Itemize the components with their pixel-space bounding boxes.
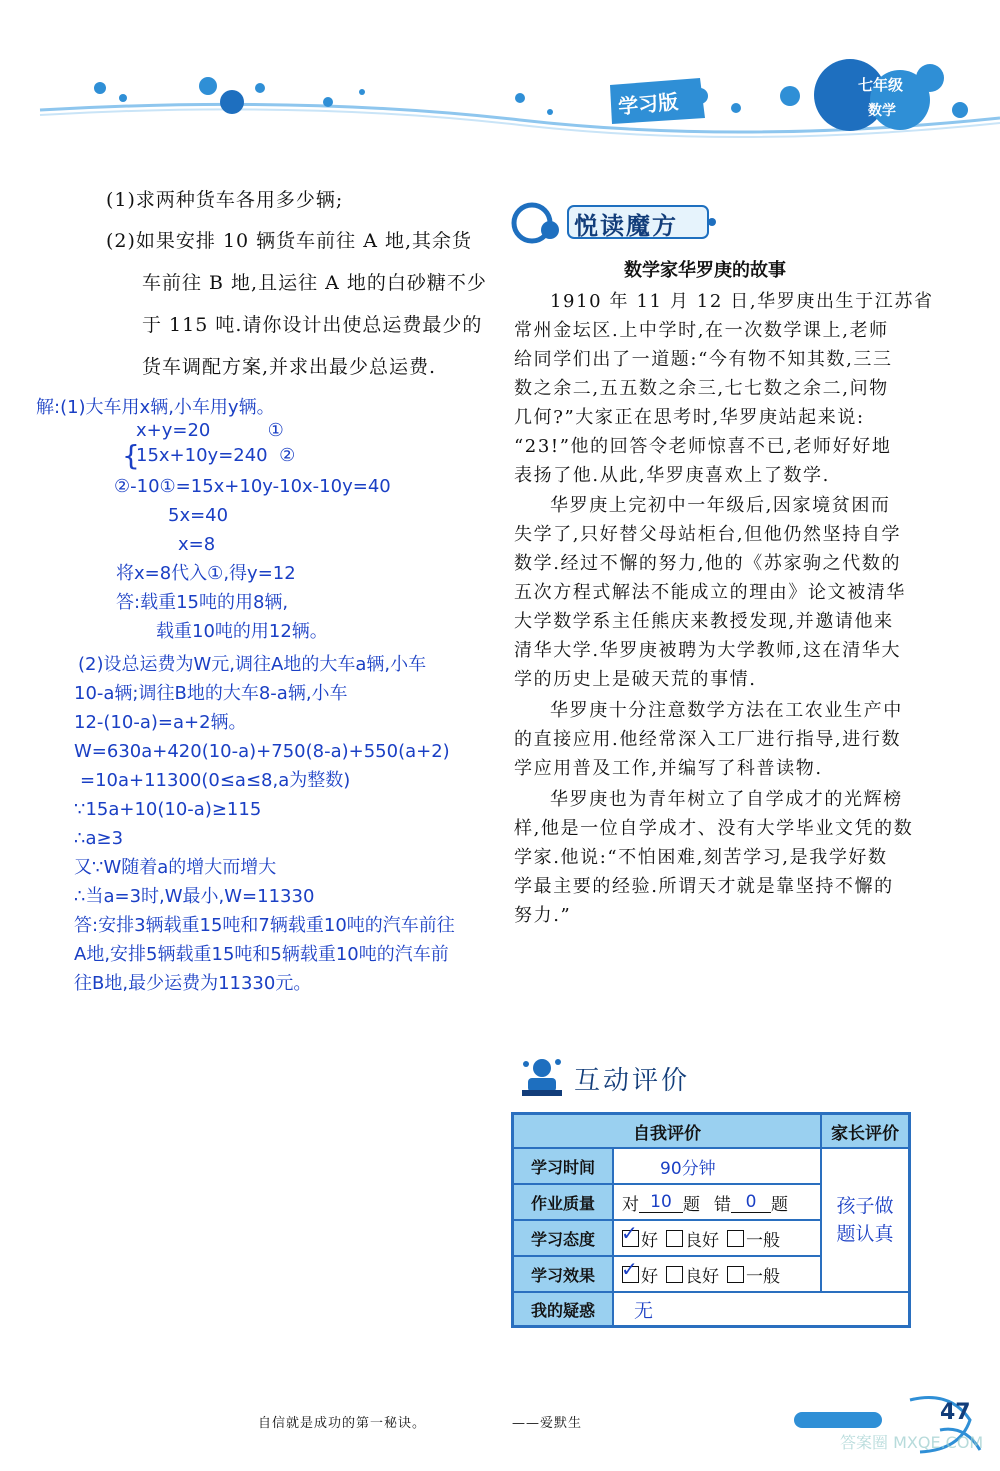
solution-line: (2)设总运费为W元,调往A地的大车a辆,小车 [78, 654, 427, 675]
article-line: 失学了,只好替父母站柜台,但他仍然坚持自学 [514, 524, 902, 545]
article-line: 华罗庚也为青年树立了自学成才的光辉榜 [550, 789, 903, 810]
solution-line: ∴a≥3 [74, 828, 124, 849]
article-line: 表扬了他.从此,华罗庚喜欢上了数学. [514, 465, 830, 486]
solution-line: 又∵W随着a的增大而增大 [74, 857, 277, 878]
problem-line: 货车调配方案,并求出最少总运费. [142, 356, 437, 378]
solution-line: 往B地,最少运费为11330元。 [74, 973, 312, 994]
wrong-prefix: 错 [714, 1194, 731, 1215]
solution-line: ∴当a=3时,W最小,W=11330 [74, 886, 315, 907]
doubt-value[interactable]: 无 [613, 1292, 909, 1326]
option-label: 好 [641, 1230, 658, 1251]
effect-checkbox-good[interactable] [622, 1266, 639, 1283]
footer-author: ——爱默生 [512, 1416, 583, 1431]
time-value[interactable]: 90分钟 [613, 1148, 821, 1184]
parent-eval-header: 家长评价 [821, 1114, 909, 1148]
article-line: “23!”他的回答令老师惊喜不已,老师好好地 [514, 436, 892, 457]
self-eval-header: 自我评价 [513, 1114, 821, 1148]
parent-comment[interactable] [821, 1148, 909, 1292]
subject-label: 数学 [868, 103, 896, 119]
article-line: 学应用普及工作,并编写了科普读物. [514, 758, 823, 779]
solution-line: x=8 [178, 534, 216, 555]
option-label: 一般 [746, 1230, 780, 1251]
solution-line: 12-(10-a)=a+2辆。 [74, 712, 247, 733]
solution-line: 答:载重15吨的用8辆, [116, 592, 289, 613]
solution-line: 将x=8代入①,得y=12 [116, 563, 296, 584]
solution-line: 解:(1)大车用x辆,小车用y辆。 [36, 397, 275, 418]
attitude-label: 学习态度 [513, 1220, 613, 1256]
effect-checkbox-average[interactable] [727, 1266, 744, 1283]
parent-comment-line: 题认真 [836, 1223, 894, 1245]
article-line: 学家.他说:“不怕困难,刻苦学习,是我学好数 [514, 847, 888, 868]
parent-comment-line: 孩子做 [836, 1195, 894, 1217]
article-line: 大学数学系主任熊庆来教授发现,并邀请他来 [514, 611, 894, 632]
solution-line: ∵15a+10(10-a)≥115 [74, 799, 262, 820]
solution-line: ②-10①=15x+10y-10x-10y=40 [114, 476, 391, 497]
article-line: 努力.” [514, 905, 572, 926]
article-line: 几何?”大家正在思考时,华罗庚站起来说: [514, 407, 865, 428]
article-line: 数之余二,五五数之余三,七七数之余二,问物 [514, 378, 889, 399]
solution-line: 10-a辆;调往B地的大车8-a辆,小车 [74, 683, 348, 704]
evaluation-title: 互动评价 [574, 1066, 691, 1096]
brace-symbol: { [122, 439, 140, 472]
grade-label: 七年级 [858, 76, 904, 94]
watermark: 答案圈 MXQE.COM [840, 1433, 984, 1452]
solution-line: A地,安排5辆载重15吨和5辆载重10吨的汽车前 [74, 944, 449, 965]
problem-line: (1)求两种货车各用多少辆; [106, 189, 344, 211]
effect-checkbox-fine[interactable] [666, 1266, 683, 1283]
solution-line: W=630a+420(10-a)+750(8-a)+550(a+2) [74, 741, 450, 762]
option-label: 一般 [746, 1266, 780, 1287]
header-decoration [0, 0, 1000, 150]
article-line: 学最主要的经验.所谓天才就是靠坚持不懈的 [514, 876, 894, 897]
article-line: 的直接应用.他经常深入工厂进行指导,进行数 [514, 729, 902, 750]
wrong-count[interactable]: 0 [731, 1192, 771, 1213]
article-line: 常州金坛区.上中学时,在一次数学课上,老师 [514, 320, 889, 341]
article-line: 华罗庚十分注意数学方法在工农业生产中 [550, 700, 903, 721]
student-figure-icon [518, 1056, 566, 1100]
article-line: 华罗庚上完初中一年级后,因家境贫困而 [550, 495, 891, 516]
attitude-checkbox-good[interactable] [622, 1230, 639, 1247]
right-prefix: 对 [622, 1194, 639, 1215]
article-line: 清华大学.华罗庚被聘为大学教师,这在清华大 [514, 640, 902, 661]
attitude-options [613, 1220, 821, 1256]
solution-line: 载重10吨的用12辆。 [156, 621, 328, 642]
evaluation-table [511, 1112, 911, 1328]
solution-line: 答:安排3辆载重15吨和7辆载重10吨的汽车前往 [74, 915, 455, 936]
quality-label: 作业质量 [513, 1184, 613, 1220]
solution-line: 15x+10y=240 ② [136, 445, 296, 466]
problem-line: (2)如果安排 10 辆货车前往 A 地,其余货 [106, 230, 473, 252]
article-line: 1910 年 11 月 12 日,华罗庚出生于江苏省 [550, 291, 934, 312]
option-label: 好 [641, 1266, 658, 1287]
doubt-label: 我的疑惑 [513, 1292, 613, 1326]
effect-label: 学习效果 [513, 1256, 613, 1292]
page-number: 47 [940, 1400, 971, 1425]
attitude-checkbox-average[interactable] [727, 1230, 744, 1247]
article-line: 数学.经过不懈的努力,他的《苏家驹之代数的 [514, 553, 902, 574]
article-line: 给同学们出了一道题:“今有物不知其数,三三 [514, 349, 893, 370]
article-line: 样,他是一位自学成才、没有大学毕业文凭的数 [514, 818, 914, 839]
solution-line: x+y=20 ① [136, 420, 284, 441]
option-label: 良好 [685, 1230, 719, 1251]
section-title: 悦读魔方 [574, 212, 678, 240]
solution-line: 5x=40 [168, 505, 229, 526]
wrong-unit: 题 [771, 1194, 788, 1215]
article-title: 数学家华罗庚的故事 [624, 260, 786, 281]
effect-options [613, 1256, 821, 1292]
right-count[interactable]: 10 [639, 1192, 683, 1213]
page-header [0, 0, 1000, 150]
solution-line: =10a+11300(0≤a≤8,a为整数) [80, 770, 351, 791]
article-line: 学的历史上是破天荒的事情. [514, 669, 757, 690]
quality-value [613, 1184, 821, 1220]
problem-line: 于 115 吨.请你设计出使总运费最少的 [142, 314, 483, 336]
option-label: 良好 [685, 1266, 719, 1287]
attitude-checkbox-fine[interactable] [666, 1230, 683, 1247]
article-line: 五次方程式解法不能成立的理由》论文被清华 [514, 582, 906, 603]
footer-quote: 自信就是成功的第一秘诀。 [258, 1416, 427, 1431]
time-label: 学习时间 [513, 1148, 613, 1184]
edition-badge: 学习版 [617, 89, 680, 119]
right-unit: 题 [683, 1194, 700, 1215]
problem-line: 车前往 B 地,且运往 A 地的白砂糖不少 [142, 272, 487, 294]
